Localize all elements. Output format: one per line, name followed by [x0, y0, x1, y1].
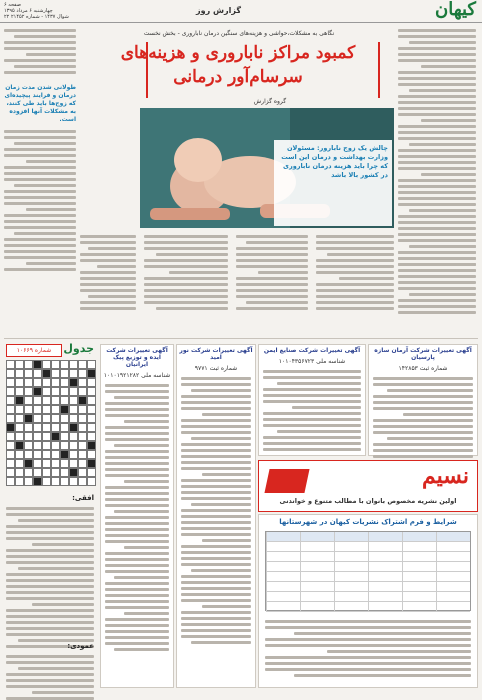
crossword-cell — [33, 387, 42, 396]
magazine-banner — [258, 460, 478, 512]
crossword-cell — [15, 360, 24, 369]
subscription-table-cell — [402, 592, 436, 601]
crossword-cell — [60, 369, 69, 378]
subscription-title: شرایط و فرم اشتراک نشریات کیهان در شهرستانها — [279, 518, 457, 526]
subscription-table-cell — [368, 532, 402, 541]
crossword-cell — [69, 477, 78, 486]
crossword-cell — [24, 414, 33, 423]
crossword-cell — [15, 450, 24, 459]
crossword-cell — [33, 468, 42, 477]
crossword-cell — [60, 378, 69, 387]
crossword-cell — [78, 387, 87, 396]
crossword-cell — [33, 405, 42, 414]
ad-2-title: آگهی تغییرات شرکت صنایع ایمن — [263, 347, 361, 354]
crossword-cell — [78, 459, 87, 468]
crossword-cell — [42, 450, 51, 459]
crossword-cell — [42, 387, 51, 396]
crossword-cell — [51, 423, 60, 432]
crossword-cell — [24, 423, 33, 432]
subscription-table-cell — [300, 542, 334, 551]
crossword-cell — [24, 360, 33, 369]
subscription-table-cell — [334, 562, 368, 571]
crossword-cell — [33, 360, 42, 369]
crossword-cell — [24, 378, 33, 387]
crossword-cell — [6, 405, 15, 414]
crossword-cell — [69, 459, 78, 468]
crossword-cell — [15, 468, 24, 477]
subscription-table-cell — [334, 542, 368, 551]
crossword-cell — [6, 414, 15, 423]
subscription-table-cell — [368, 572, 402, 581]
subscription-table-cell — [436, 542, 470, 551]
crossword-cell — [87, 360, 96, 369]
ad-3 — [176, 344, 256, 688]
crossword-cell — [6, 369, 15, 378]
crossword-cell — [15, 378, 24, 387]
crossword-cell — [87, 378, 96, 387]
subscription-table-row — [266, 602, 470, 612]
crossword-cell — [87, 450, 96, 459]
crossword-cell — [6, 450, 15, 459]
crossword-cell — [24, 405, 33, 414]
crossword-cell — [87, 405, 96, 414]
crossword-cell — [42, 459, 51, 468]
banner-accent — [264, 469, 309, 493]
crossword-cell — [51, 468, 60, 477]
crossword-cell — [78, 414, 87, 423]
crossword-cell — [15, 477, 24, 486]
subscription-table-cell — [334, 572, 368, 581]
headline-line-2: سرسام‌آور درمانی — [173, 67, 303, 87]
subscription-table-cell — [266, 602, 300, 611]
crossword-cell — [33, 441, 42, 450]
subscription-table-cell — [334, 552, 368, 561]
subscription-table-cell — [334, 532, 368, 541]
crossword-cell — [6, 468, 15, 477]
byline: گروه گزارش — [253, 98, 287, 105]
crossword-cell — [69, 396, 78, 405]
crossword-cell — [60, 405, 69, 414]
crossword-across-clues — [6, 504, 94, 648]
ad-2-registration: شناسه ملی ۱۰۱۰۴۳۵۶۷۲۳ — [278, 358, 346, 365]
crossword-cell — [42, 360, 51, 369]
crossword-cell — [69, 387, 78, 396]
left-column — [4, 26, 76, 288]
subscription-table-cell — [436, 552, 470, 561]
subscription-table-cell — [300, 572, 334, 581]
subscription-table-row — [266, 532, 470, 542]
ad-4-registration: شناسه ملی ۱۰۱۰۱۹۲۱۲۸۲ — [103, 372, 171, 379]
left-text-block — [4, 29, 76, 74]
ad-4-title: آگهی تغییرات شرکت ایده و توزیع پیک ایرانیان — [106, 347, 168, 368]
crossword-cell — [69, 414, 78, 423]
crossword-cell — [42, 477, 51, 486]
crossword-cell — [60, 423, 69, 432]
right-column-lower — [398, 230, 476, 334]
crossword-cell — [6, 477, 15, 486]
subscription-table — [265, 531, 471, 611]
subscription-table-cell — [300, 552, 334, 561]
subscription-table-cell — [436, 602, 470, 611]
crossword-cell — [60, 477, 69, 486]
subscription-table-cell — [300, 562, 334, 571]
crossword-cell — [78, 396, 87, 405]
crossword-cell — [42, 468, 51, 477]
crossword-cell — [42, 405, 51, 414]
subscription-table-cell — [266, 552, 300, 561]
crossword-cell — [24, 432, 33, 441]
subscription-table-cell — [436, 532, 470, 541]
ad-1-registration: شماره ثبت ۱۴۲۸۵۳ — [398, 365, 448, 372]
subscription-table-cell — [368, 602, 402, 611]
crossword-cell — [78, 432, 87, 441]
crossword-cell — [69, 360, 78, 369]
subscription-box — [258, 514, 478, 688]
crossword-down-label: عمودی: — [67, 642, 94, 650]
crossword-cell — [87, 432, 96, 441]
crossword-cell — [6, 387, 15, 396]
crossword-cell — [78, 468, 87, 477]
subscription-table-cell — [402, 572, 436, 581]
crossword-cell — [87, 468, 96, 477]
crossword-cell — [87, 441, 96, 450]
crossword-cell — [60, 459, 69, 468]
subscription-table-row — [266, 552, 470, 562]
subscription-table-cell — [266, 542, 300, 551]
subscription-table-row — [266, 592, 470, 602]
crossword-cell — [51, 387, 60, 396]
crossword-cell — [78, 441, 87, 450]
crossword-cell — [69, 423, 78, 432]
subscription-table-cell — [402, 552, 436, 561]
subscription-table-cell — [368, 582, 402, 591]
crossword-cell — [33, 414, 42, 423]
crossword-cell — [78, 450, 87, 459]
crossword-cell — [6, 360, 15, 369]
subscription-table-cell — [368, 562, 402, 571]
subscription-table-cell — [368, 552, 402, 561]
subscription-table-cell — [334, 592, 368, 601]
ad-3-title: آگهی تغییرات شرکت نور امید — [179, 347, 253, 361]
crossword-cell — [42, 423, 51, 432]
crossword-cell — [69, 405, 78, 414]
subscription-table-cell — [402, 582, 436, 591]
crossword-cell — [78, 423, 87, 432]
crossword-cell — [51, 432, 60, 441]
crossword-cell — [87, 369, 96, 378]
masthead — [0, 0, 482, 23]
subscription-table-cell — [368, 542, 402, 551]
crossword-cell — [87, 414, 96, 423]
crossword-cell — [6, 432, 15, 441]
crossword-cell — [78, 360, 87, 369]
subscription-table-cell — [436, 562, 470, 571]
crossword-section — [4, 342, 96, 690]
crossword-cell — [51, 441, 60, 450]
crossword-cell — [24, 369, 33, 378]
crossword-cell — [60, 414, 69, 423]
crossword-cell — [15, 432, 24, 441]
ad-4 — [100, 344, 174, 688]
ad-2 — [258, 344, 366, 456]
crossword-cell — [60, 387, 69, 396]
pullquote-box — [274, 140, 392, 226]
crossword-cell — [15, 414, 24, 423]
left-text-block-2 — [4, 130, 76, 271]
article-kicker: نگاهی به مشکلات،حواشی و هزینه‌های سنگین درمان ناباروری - بخش نخست — [143, 30, 335, 37]
subscription-table-cell — [436, 592, 470, 601]
crossword-cell — [24, 468, 33, 477]
subscription-table-cell — [266, 532, 300, 541]
article-body — [80, 232, 394, 334]
pullquote-text: چالش یک زوج نابارور: مسئولان وزارت بهداشت و درمان این است که چرا باید هزینه درمان ناباروری در کشور بالا باشد — [281, 144, 388, 179]
subscription-table-row — [266, 582, 470, 592]
section-divider — [4, 338, 478, 339]
page-number: صفحه ۶ — [4, 2, 21, 8]
subscription-table-cell — [334, 602, 368, 611]
crossword-cell — [15, 441, 24, 450]
subscription-table-cell — [436, 572, 470, 581]
subscription-table-cell — [436, 582, 470, 591]
crossword-title: جدول — [63, 342, 94, 355]
crossword-cell — [42, 432, 51, 441]
subscription-table-cell — [402, 562, 436, 571]
crossword-cell — [42, 441, 51, 450]
crossword-cell — [15, 405, 24, 414]
crossword-cell — [69, 468, 78, 477]
crossword-cell — [60, 396, 69, 405]
crossword-cell — [33, 432, 42, 441]
crossword-cell — [33, 369, 42, 378]
date-persian: چهارشنبه ۶ مرداد ۱۳۹۵ — [4, 8, 53, 14]
crossword-grid — [6, 360, 96, 486]
crossword-cell — [87, 477, 96, 486]
crossword-cell — [15, 459, 24, 468]
crossword-cell — [15, 387, 24, 396]
crossword-cell — [51, 369, 60, 378]
crossword-cell — [6, 378, 15, 387]
crossword-cell — [60, 450, 69, 459]
crossword-cell — [6, 396, 15, 405]
crossword-cell — [33, 459, 42, 468]
crossword-cell — [24, 387, 33, 396]
crossword-cell — [51, 450, 60, 459]
crossword-cell — [78, 369, 87, 378]
crossword-cell — [51, 414, 60, 423]
crossword-cell — [51, 477, 60, 486]
subscription-table-cell — [300, 532, 334, 541]
crossword-cell — [15, 423, 24, 432]
crossword-cell — [15, 369, 24, 378]
crossword-cell — [87, 423, 96, 432]
crossword-cell — [33, 396, 42, 405]
banner-brand: نسیم — [421, 463, 469, 489]
crossword-cell — [87, 387, 96, 396]
crossword-cell — [42, 414, 51, 423]
crossword-cell — [69, 441, 78, 450]
subscription-table-cell — [266, 592, 300, 601]
crossword-down-clues — [6, 652, 94, 700]
crossword-number-box — [6, 344, 62, 357]
subscription-table-cell — [266, 572, 300, 581]
crossword-cell — [60, 432, 69, 441]
subscription-table-cell — [266, 562, 300, 571]
crossword-cell — [24, 396, 33, 405]
crossword-cell — [69, 432, 78, 441]
crossword-cell — [33, 450, 42, 459]
ad-1-title: آگهی تغییرات شرکت آرمان سازه پارسیان — [374, 347, 472, 361]
ad-3-registration: شماره ثبت ۹۷۷۱ — [194, 365, 238, 372]
subscription-table-cell — [402, 532, 436, 541]
crossword-cell — [24, 477, 33, 486]
crossword-cell — [51, 459, 60, 468]
subscription-table-row — [266, 572, 470, 582]
subscription-table-row — [266, 542, 470, 552]
crossword-cell — [51, 360, 60, 369]
crossword-cell — [15, 396, 24, 405]
crossword-cell — [33, 477, 42, 486]
section-title: گزارش روز — [196, 6, 241, 15]
crossword-cell — [51, 405, 60, 414]
crossword-cell — [69, 450, 78, 459]
crossword-number: شماره ۱۰۶۶۹ — [16, 347, 52, 354]
crossword-cell — [33, 423, 42, 432]
crossword-cell — [87, 396, 96, 405]
date-hijri: ۲۲ شوال ۱۴۳۷ - شماره ۲۱۴۵۲ — [4, 14, 69, 20]
subscription-table-cell — [368, 592, 402, 601]
subscription-table-cell — [266, 582, 300, 591]
crossword-cell — [24, 450, 33, 459]
crossword-cell — [78, 405, 87, 414]
crossword-cell — [69, 369, 78, 378]
subscription-table-cell — [334, 582, 368, 591]
crossword-cell — [51, 396, 60, 405]
crossword-cell — [60, 360, 69, 369]
masthead-logo: کیهان — [434, 0, 476, 20]
crossword-cell — [87, 459, 96, 468]
subscription-table-cell — [402, 602, 436, 611]
headline-line-1: کمبود مراکز ناباروری و هزینه‌های — [120, 43, 356, 63]
crossword-cell — [42, 396, 51, 405]
crossword-cell — [42, 369, 51, 378]
ad-1 — [368, 344, 478, 456]
subscription-table-row — [266, 562, 470, 572]
crossword-cell — [42, 378, 51, 387]
crossword-cell — [69, 378, 78, 387]
subscription-table-cell — [402, 542, 436, 551]
crossword-cell — [6, 441, 15, 450]
subscription-table-cell — [300, 602, 334, 611]
subscription-table-cell — [300, 592, 334, 601]
crossword-across-label: افقی: — [72, 494, 94, 502]
crossword-cell — [24, 459, 33, 468]
subscription-table-cell — [300, 582, 334, 591]
crossword-cell — [60, 468, 69, 477]
crossword-cell — [6, 459, 15, 468]
banner-tagline: اولین نشریه مخصوص بانوان با مطالب متنوع و خواندنی — [279, 497, 457, 505]
left-teaser: طولانی شدن مدت زمان درمان و فرایند پیچیده‌ای که زوج‌ها باید طی کنند، به مشکلات آنها افزوده است. — [4, 84, 76, 123]
crossword-cell — [24, 441, 33, 450]
crossword-cell — [33, 378, 42, 387]
crossword-cell — [51, 378, 60, 387]
crossword-cell — [78, 477, 87, 486]
crossword-cell — [6, 423, 15, 432]
crossword-cell — [60, 441, 69, 450]
crossword-cell — [78, 378, 87, 387]
